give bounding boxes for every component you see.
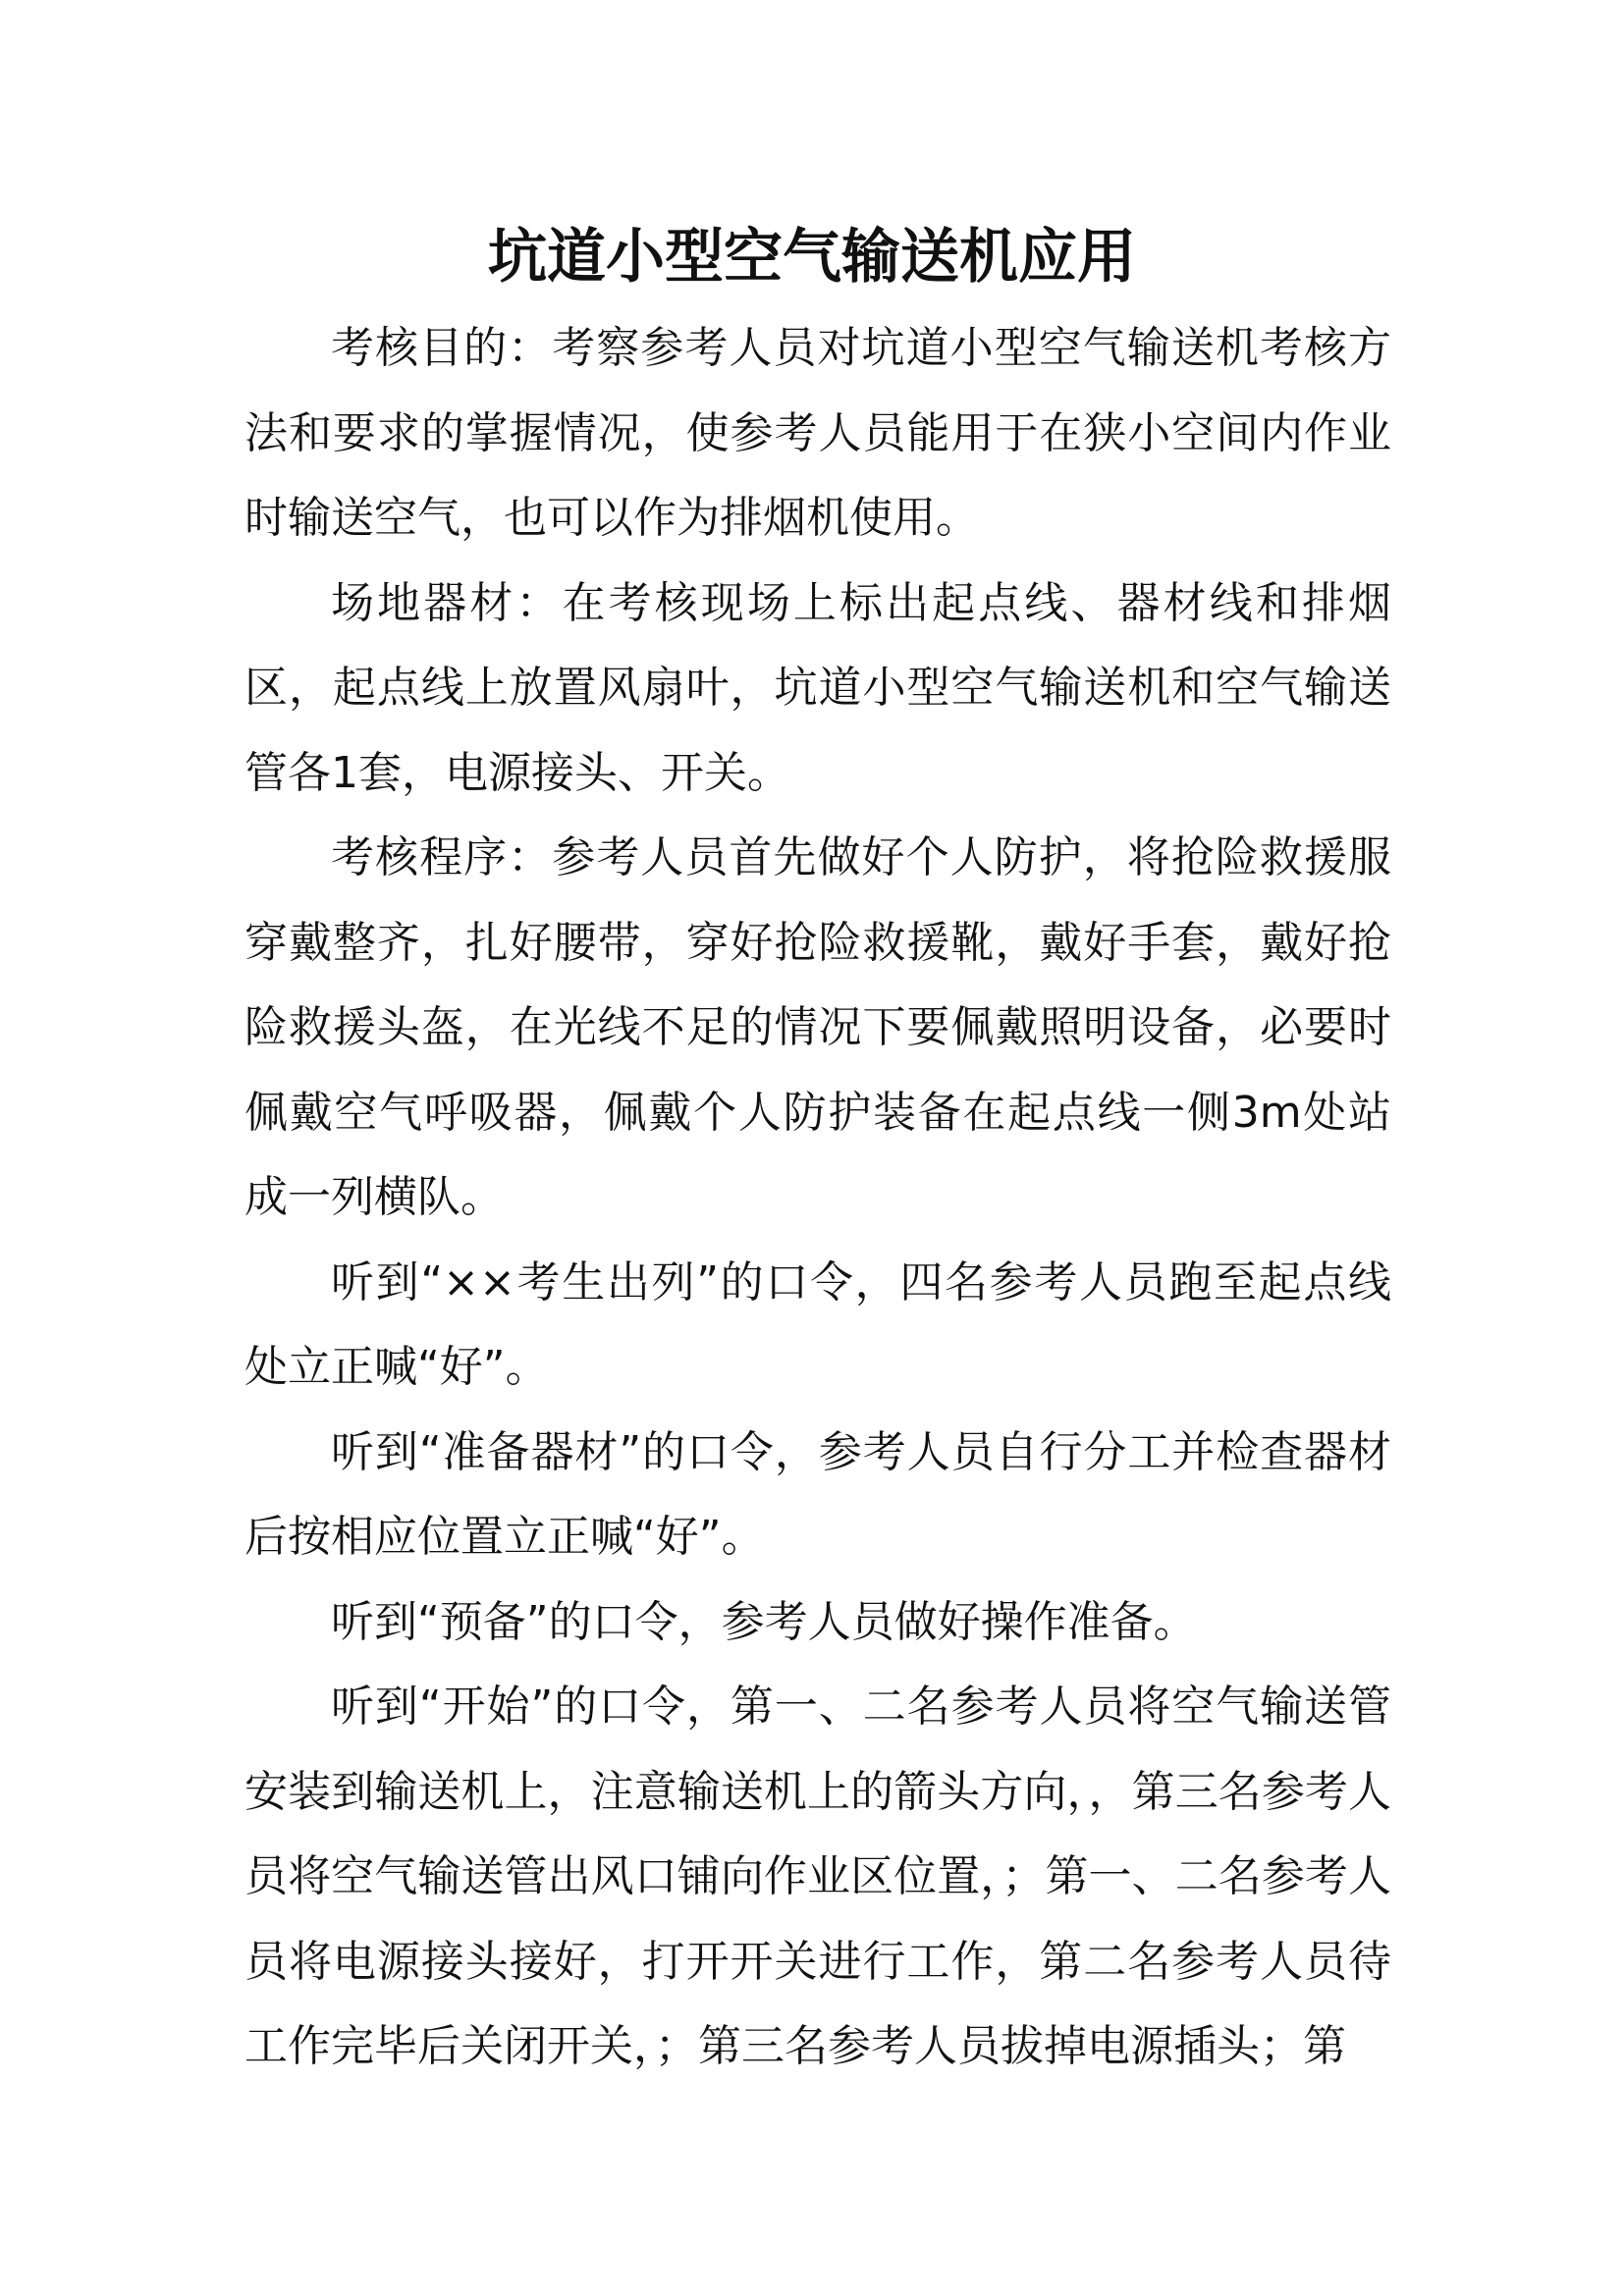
paragraph-equipment: 场地器材：在考核现场上标出起点线、器材线和排烟区，起点线上放置风扇叶，坑道小型空气输送机和空气输送管各1套，电源接头、开关。 <box>244 577 1391 798</box>
paragraph-step-fall-out: 听到“××考生出列”的口令，四名参考人员跑至起点线处立正喊“好”。 <box>244 1256 1391 1392</box>
paragraph-step-prepare-equipment: 听到“准备器材”的口令，参考人员自行分工并检查器材后按相应位置立正喊“好”。 <box>244 1426 1391 1562</box>
document-title: 坑道小型空气输送机应用 <box>488 223 1136 292</box>
paragraph-step-ready: 听到“预备”的口令，参考人员做好操作准备。 <box>331 1596 1197 1647</box>
paragraph-step-start: 听到“开始”的口令，第一、二名参考人员将空气输送管安装到输送机上，注意输送机上的箭头方向，，第三名参考人员将空气输送管出风口铺向作业区位置，；第一、二名参考人员将电源接头接好，打开开关进行工作，第二名参考人员待工作完毕后关闭开关，；第三名参考人员拔掉电源插头；第 <box>244 1682 1391 2071</box>
paragraph-procedure: 考核程序：参考人员首先做好个人防护，将抢险救援服穿戴整齐，扎好腰带，穿好抢险救援靴，戴好手套，戴好抢险救援头盔，在光线不足的情况下要佩戴照明设备，必要时佩戴空气呼吸器，佩戴个人防护装备在起点线一侧3m处站成一列横队。 <box>244 832 1391 1222</box>
paragraph-purpose: 考核目的：考察参考人员对坑道小型空气输送机考核方法和要求的掌握情况，使参考人员能用于在狭小空间内作业时输送空气，也可以作为排烟机使用。 <box>244 323 1391 543</box>
document-body <box>244 306 1391 2090</box>
